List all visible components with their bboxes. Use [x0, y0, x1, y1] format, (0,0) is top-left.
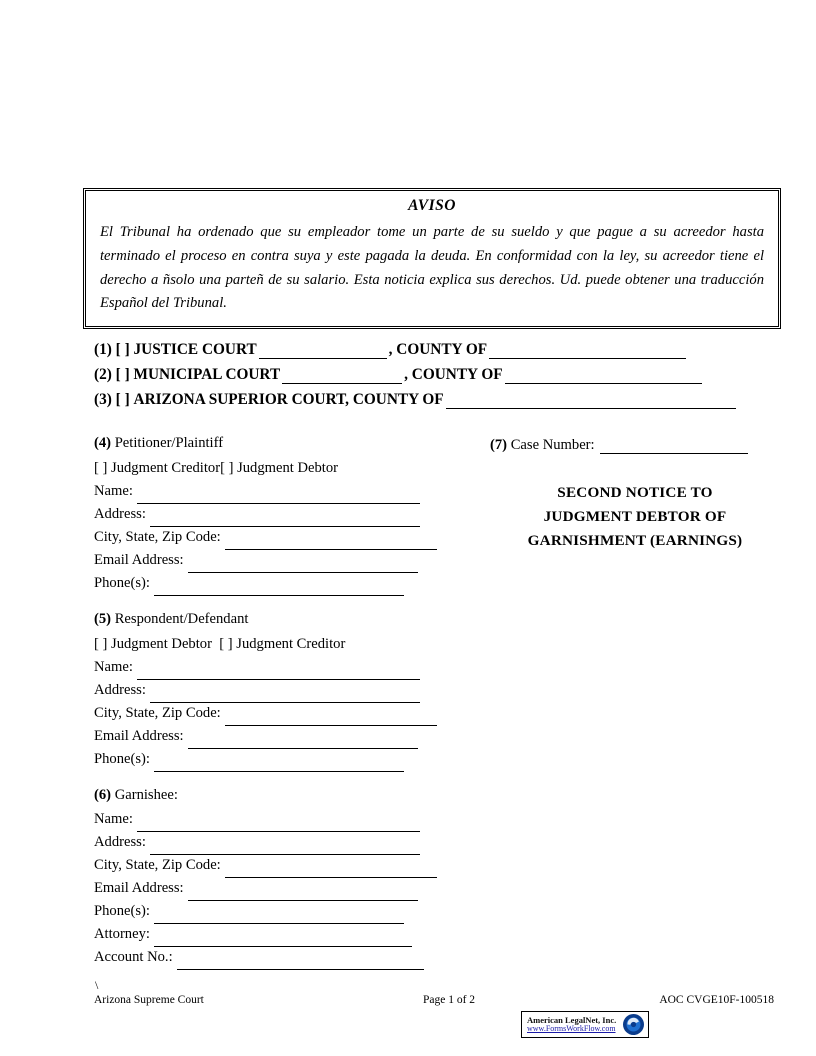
case-number-label: Case Number: [510, 437, 595, 453]
municipal-court-name-field[interactable] [282, 369, 402, 384]
court-option-3-label: ARIZONA SUPERIOR COURT, COUNTY OF [133, 391, 444, 408]
garnishee-number: (6) [94, 786, 112, 803]
garnishee-phone-label: Phone(s): [94, 902, 150, 919]
parties-column [94, 432, 454, 970]
respondent-judgment-debtor-checkbox[interactable]: [ ] Judgment Debtor [94, 635, 212, 652]
respondent-email-label: Email Address: [94, 728, 184, 745]
garnishee-address-label: Address: [94, 833, 146, 850]
petitioner-name-input[interactable] [137, 489, 420, 504]
document-title-line-1: SECOND NOTICE TO [557, 484, 713, 501]
garnishee-email-input[interactable] [188, 886, 418, 901]
court-option-3-number: (3) [94, 391, 112, 408]
respondent-address-row[interactable] [94, 680, 454, 703]
case-number-input[interactable] [600, 439, 748, 454]
garnishee-section-heading [94, 784, 454, 807]
petitioner-city-row[interactable] [94, 527, 454, 550]
petitioner-judgment-debtor-checkbox[interactable]: [ ] Judgment Debtor [220, 459, 339, 476]
spacer-respondent-garnishee [94, 772, 454, 784]
petitioner-phone-row[interactable] [94, 573, 454, 596]
respondent-phone-label: Phone(s): [94, 751, 150, 768]
legalnet-stamp [521, 1011, 649, 1038]
respondent-role-checkboxes[interactable] [94, 633, 454, 656]
justice-court-name-field[interactable] [259, 344, 387, 359]
legalnet-logo-icon [622, 1013, 645, 1036]
petitioner-email-input[interactable] [188, 558, 418, 573]
document-title-line-2: JUDGMENT DEBTOR OF [543, 508, 727, 526]
spacer-petitioner-respondent [94, 596, 454, 608]
aviso-title: AVISO [408, 197, 456, 214]
garnishee-phone-row[interactable] [94, 901, 454, 924]
petitioner-city-label: City, State, Zip Code: [94, 529, 221, 546]
respondent-phone-input[interactable] [154, 757, 404, 772]
footer-court-name: Arizona Supreme Court [94, 994, 204, 1006]
garnishee-attorney-label: Attorney: [94, 925, 150, 942]
respondent-city-label: City, State, Zip Code: [94, 705, 221, 722]
respondent-section-heading [94, 608, 454, 631]
footer-page-number: Page 1 of 2 [422, 994, 476, 1006]
respondent-address-label: Address: [94, 682, 146, 699]
legalnet-website-link[interactable]: www.FormsWorkFlow.com [527, 1023, 616, 1033]
petitioner-city-input[interactable] [225, 535, 437, 550]
aviso-body-text: El Tribunal ha ordenado que su empleador tome un parte de su sueldo y que pague a su acreedor hasta terminado el proceso en contra suya y este pagada la deuda. En conformidad con la ley, su acreedor tiene el derecho a ñsolo una parteñ de su salario. Esta noticia explica sus derechos. Ud. puede obtener una traducción Español del Tribunal. [100, 224, 764, 312]
garnishee-city-input[interactable] [225, 863, 437, 878]
petitioner-address-label: Address: [94, 506, 146, 523]
petitioner-heading-label: Petitioner/Plaintiff [114, 435, 224, 451]
justice-court-county-field[interactable] [489, 344, 686, 359]
case-number-item-number: (7) [490, 437, 508, 453]
petitioner-name-label: Name: [94, 483, 133, 500]
garnishee-heading-label: Garnishee: [114, 786, 178, 803]
court-option-1-number: (1) [94, 341, 112, 358]
court-option-2-label: MUNICIPAL COURT [133, 366, 281, 383]
court-option-1-county-label: , COUNTY OF [388, 341, 488, 358]
aviso-notice-box [83, 188, 781, 329]
petitioner-email-row[interactable] [94, 550, 454, 573]
respondent-name-row[interactable] [94, 657, 454, 680]
garnishee-account-label: Account No.: [94, 948, 173, 965]
respondent-city-input[interactable] [225, 711, 437, 726]
court-option-municipal[interactable] [94, 364, 774, 384]
case-info-column [490, 432, 780, 553]
footer-slash-mark: \ [95, 978, 99, 992]
petitioner-name-row[interactable] [94, 481, 454, 504]
petitioner-address-row[interactable] [94, 504, 454, 527]
garnishee-name-label: Name: [94, 810, 133, 827]
petitioner-phone-label: Phone(s): [94, 575, 150, 592]
court-option-superior[interactable] [94, 389, 774, 409]
legalnet-stamp-text [524, 1016, 622, 1033]
case-number-row[interactable] [490, 432, 780, 454]
petitioner-email-label: Email Address: [94, 552, 184, 569]
footer-form-code: AOC CVGE10F-100518 [659, 994, 774, 1006]
respondent-email-input[interactable] [188, 734, 418, 749]
respondent-name-label: Name: [94, 659, 133, 676]
court-option-2-county-label: , COUNTY OF [404, 366, 503, 383]
garnishee-account-row[interactable] [94, 947, 454, 970]
court-selection-block [94, 339, 774, 414]
petitioner-number: (4) [94, 435, 112, 451]
legalnet-company-name: American LegalNet, Inc. [527, 1014, 617, 1025]
respondent-email-row[interactable] [94, 726, 454, 749]
court-option-1-label: JUSTICE COURT [133, 341, 257, 358]
garnishee-account-input[interactable] [177, 955, 424, 970]
superior-court-county-field[interactable] [446, 394, 736, 409]
court-option-1-checkbox[interactable]: [ ] [115, 341, 130, 358]
court-option-2-number: (2) [94, 366, 112, 383]
petitioner-role-checkboxes[interactable] [94, 457, 454, 480]
garnishee-name-row[interactable] [94, 809, 454, 832]
garnishee-phone-input[interactable] [154, 909, 404, 924]
garnishee-name-input[interactable] [137, 817, 420, 832]
court-option-justice[interactable] [94, 339, 774, 359]
respondent-number: (5) [94, 610, 112, 627]
document-title [490, 481, 780, 553]
garnishee-email-label: Email Address: [94, 879, 184, 896]
petitioner-section-heading [94, 432, 454, 455]
respondent-judgment-creditor-checkbox[interactable]: [ ] Judgment Creditor [219, 635, 346, 652]
court-option-3-checkbox[interactable]: [ ] [115, 391, 130, 408]
document-title-line-3: GARNISHMENT (EARNINGS) [527, 532, 743, 550]
respondent-city-row[interactable] [94, 703, 454, 726]
respondent-heading-label: Respondent/Defendant [114, 610, 249, 627]
garnishee-attorney-row[interactable] [94, 924, 454, 947]
garnishee-city-row[interactable] [94, 855, 454, 878]
respondent-name-input[interactable] [137, 665, 420, 680]
respondent-phone-row[interactable] [94, 749, 454, 772]
garnishee-address-row[interactable] [94, 832, 454, 855]
petitioner-phone-input[interactable] [154, 581, 404, 596]
petitioner-judgment-creditor-checkbox[interactable]: [ ] Judgment Creditor [94, 459, 221, 476]
court-option-2-checkbox[interactable]: [ ] [115, 366, 130, 383]
garnishee-email-row[interactable] [94, 878, 454, 901]
garnishee-city-label: City, State, Zip Code: [94, 856, 221, 873]
page-footer [94, 994, 774, 1006]
garnishee-attorney-input[interactable] [154, 932, 412, 947]
municipal-court-county-field[interactable] [505, 369, 702, 384]
